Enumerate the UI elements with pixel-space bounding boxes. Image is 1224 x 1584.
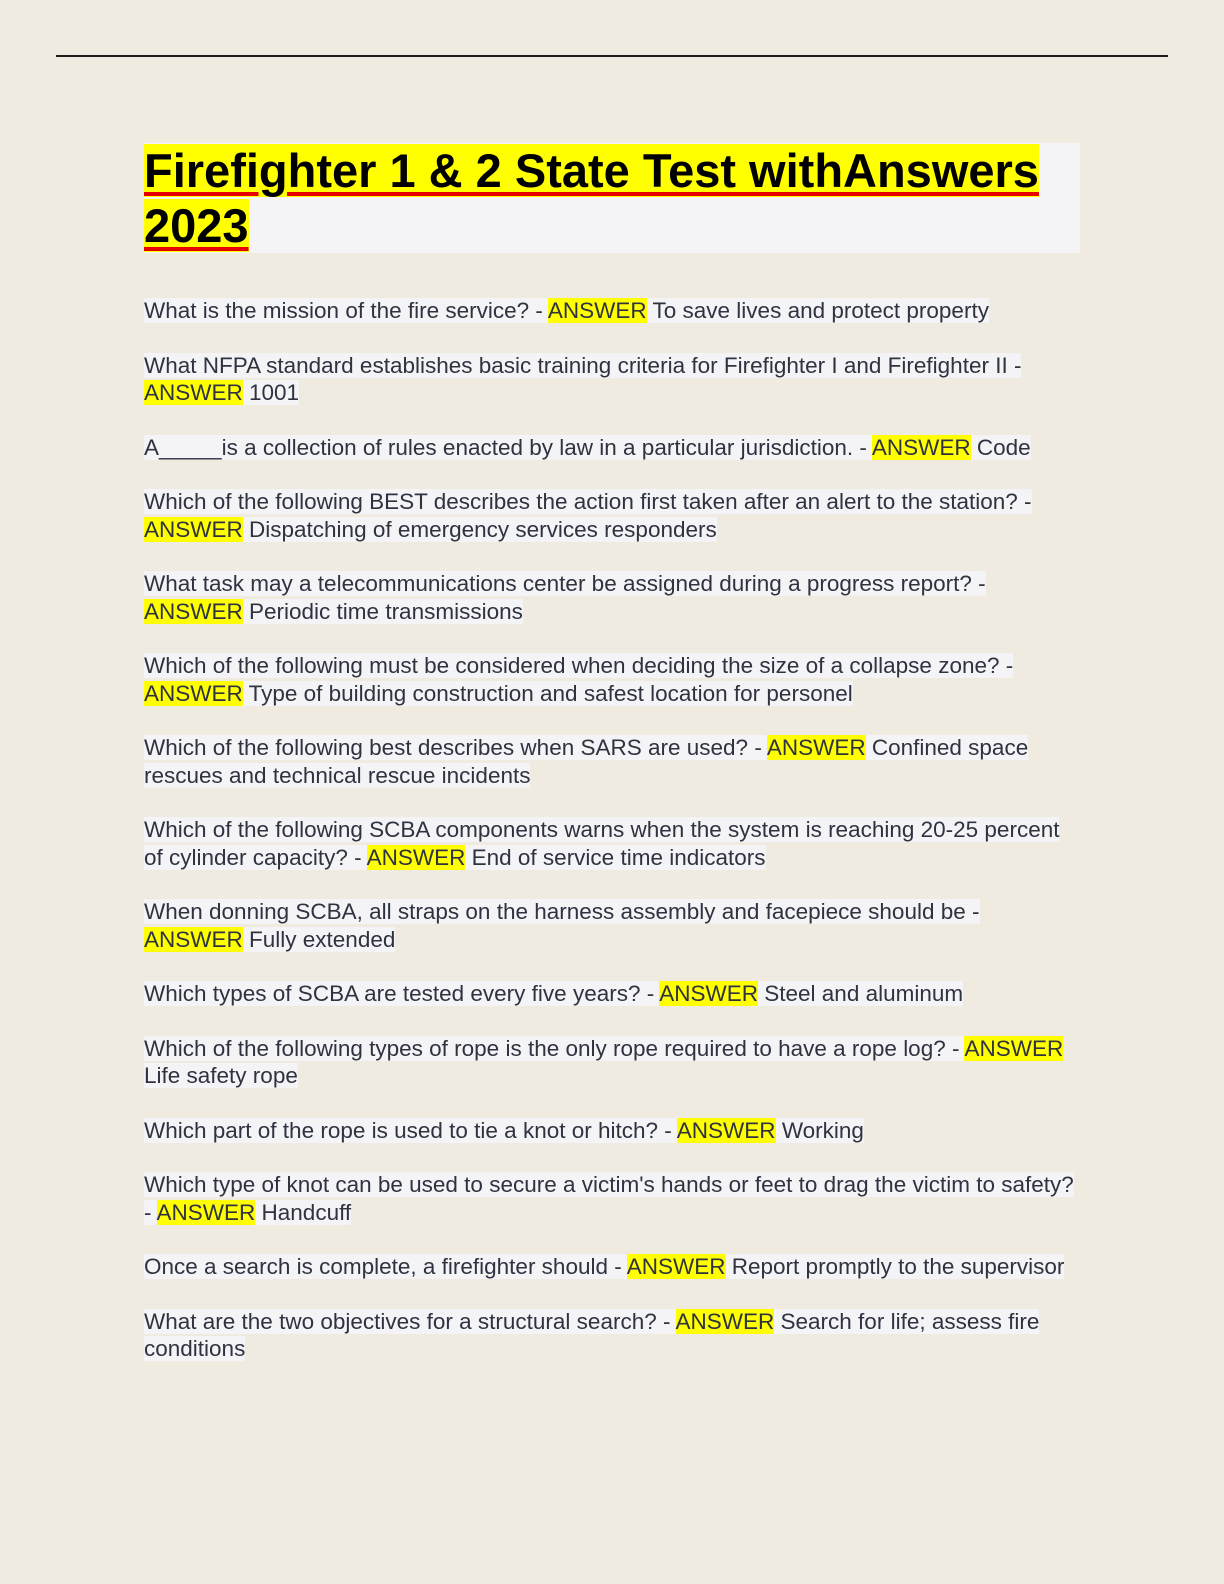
- answer-label: ANSWER: [871, 434, 971, 460]
- answer-label: ANSWER: [144, 598, 243, 624]
- answer-text: To save lives and protect property: [646, 298, 989, 323]
- qa-item: [144, 734, 1082, 789]
- question-text: When donning SCBA, all straps on the harness assembly and facepiece should be -: [144, 899, 980, 924]
- answer-text: Confined space rescues and technical rescue incidents: [144, 735, 1029, 788]
- qa-item: [144, 1253, 1082, 1281]
- answer-text: Fully extended: [242, 926, 396, 952]
- qa-item: [144, 1308, 1082, 1363]
- answer-text: Steel and aluminum: [758, 981, 964, 1006]
- answer-label: ANSWER: [144, 516, 243, 542]
- answer-text: Working: [775, 1117, 864, 1143]
- question-text: What is the mission of the fire service? -: [144, 298, 548, 323]
- question-text: A_____is a collection of rules enacted by law in a particular jurisdiction. -: [144, 434, 872, 460]
- header-rule: [56, 55, 1168, 57]
- answer-label: ANSWER: [366, 844, 466, 870]
- title-block: [144, 143, 1080, 253]
- qa-item: [144, 297, 1082, 325]
- question-text: Which of the following must be considered when deciding the size of a collapse zone? -: [144, 653, 1014, 678]
- answer-label: ANSWER: [964, 1035, 1064, 1061]
- question-text: What task may a telecommunications center be assigned during a progress report? -: [144, 571, 986, 596]
- question-text: Which of the following types of rope is the only rope required to have a rope log? -: [144, 1035, 965, 1061]
- qa-item: [144, 1171, 1082, 1226]
- answer-label: ANSWER: [547, 298, 647, 323]
- answer-text: 1001: [242, 380, 300, 405]
- answer-label: ANSWER: [675, 1308, 775, 1334]
- qa-item: [144, 1117, 1082, 1145]
- question-text: Which of the following best describes when SARS are used? -: [144, 735, 767, 760]
- answer-label: ANSWER: [144, 926, 243, 952]
- qa-item: [144, 1035, 1082, 1090]
- answer-text: Dispatching of emergency services responders: [242, 516, 717, 542]
- question-text: What NFPA standard establishes basic training criteria for Firefighter I and Firefighter II -: [144, 352, 1022, 378]
- answer-label: ANSWER: [144, 380, 243, 405]
- qa-item: [144, 434, 1082, 462]
- answer-text: Search for life; assess fire conditions: [144, 1308, 1040, 1361]
- answer-text: Report promptly to the supervisor: [725, 1254, 1065, 1279]
- question-text: Which type of knot can be used to secure a victim's hands or feet to drag the victim to safety? -: [144, 1172, 1074, 1225]
- answer-text: Periodic time transmissions: [242, 598, 523, 624]
- answer-text: Type of building construction and safest location for personel: [242, 680, 853, 706]
- document-body: [144, 143, 1082, 1390]
- document-title-text: Firefighter 1 & 2 State Test withAnswers 2023: [144, 144, 1039, 252]
- answer-label: ANSWER: [766, 735, 866, 760]
- qa-item: [144, 652, 1082, 707]
- question-text: Which of the following BEST describes the action first taken after an alert to the station? -: [144, 489, 1032, 514]
- answer-text: Life safety rope: [144, 1063, 298, 1088]
- question-text: Which types of SCBA are tested every five years? -: [144, 981, 660, 1006]
- answer-label: ANSWER: [659, 981, 758, 1006]
- answer-label: ANSWER: [626, 1254, 726, 1279]
- answer-text: Handcuff: [255, 1199, 352, 1225]
- answer-text: Code: [970, 434, 1031, 460]
- question-text: Which part of the rope is used to tie a knot or hitch? -: [144, 1117, 677, 1143]
- question-text: Which of the following SCBA components warns when the system is reaching 20-25 percent of cylinder capacity? -: [144, 817, 1060, 870]
- qa-item: [144, 570, 1082, 625]
- document-title: [144, 143, 1080, 253]
- answer-label: ANSWER: [676, 1117, 776, 1143]
- question-text: What are the two objectives for a structural search? -: [144, 1308, 676, 1334]
- qa-item: [144, 352, 1082, 407]
- qa-list: [144, 297, 1082, 1363]
- qa-item: [144, 980, 1082, 1008]
- answer-label: ANSWER: [144, 680, 243, 706]
- qa-item: [144, 488, 1082, 543]
- answer-label: ANSWER: [156, 1199, 256, 1225]
- question-text: Once a search is complete, a firefighter should -: [144, 1254, 627, 1279]
- qa-item: [144, 898, 1082, 953]
- qa-item: [144, 816, 1082, 871]
- answer-text: End of service time indicators: [465, 844, 766, 870]
